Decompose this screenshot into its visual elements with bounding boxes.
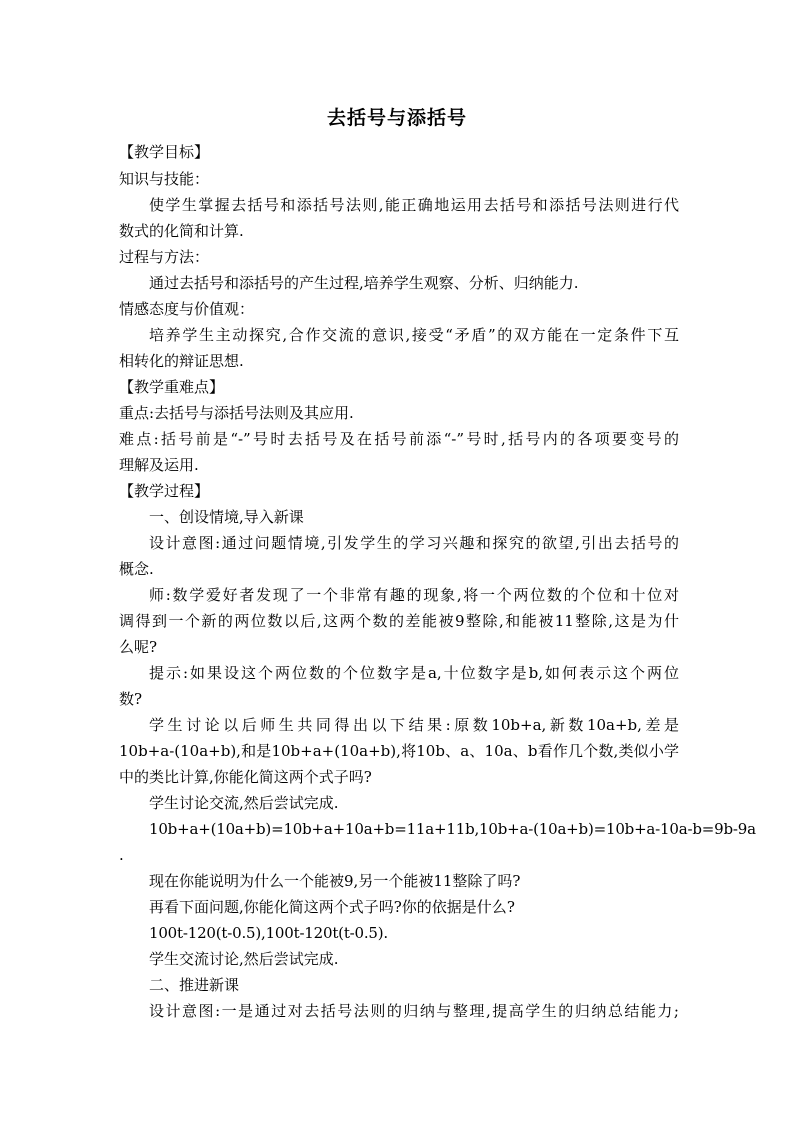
paragraph-line: 相转化的辩证思想. xyxy=(119,352,244,370)
paragraph-line: 10b+a-(10a+b),和是10b+a+(10a+b),将10b、a、10a、b看作几个数,类似小学 xyxy=(119,742,679,760)
subheading: 情感态度与价值观： xyxy=(119,300,255,318)
paragraph-line: 调得到一个新的两位数以后,这两个数的差能被9整除,和能被11整除,这是为什 xyxy=(119,612,679,630)
paragraph-line: 师:数学爱好者发现了一个非常有趣的现象,将一个两位数的个位和十位对 xyxy=(149,586,679,604)
subheading: 知识与技能： xyxy=(119,170,210,188)
formula-line: 100t-120(t-0.5),100t-120t(t-0.5). xyxy=(149,924,388,942)
paragraph-line: 学生讨论以后师生共同得出以下结果:原数10b+a,新数10a+b,差是 xyxy=(149,716,679,734)
paragraph-line: 重点:去括号与添括号法则及其应用. xyxy=(119,404,354,422)
paragraph-line: 现在你能说明为什么一个能被9,另一个能被11整除了吗? xyxy=(149,872,521,890)
paragraph-line: 设计意图:一是通过对去括号法则的归纳与整理,提高学生的归纳总结能力; xyxy=(149,1002,679,1020)
paragraph-line: 使学生掌握去括号和添括号法则,能正确地运用去括号和添括号法则进行代 xyxy=(149,196,679,214)
paragraph-line: 数? xyxy=(119,690,143,708)
paragraph-line: 学生交流讨论,然后尝试完成. xyxy=(149,950,339,968)
formula-line: 10b+a+(10a+b)=10b+a+10a+b=11a+11b,10b+a-(10a+b)=10b+a-10a-b=9b-9a xyxy=(149,820,756,838)
paragraph-line: 提示:如果设这个两位数的个位数字是a,十位数字是b,如何表示这个两位 xyxy=(149,664,679,682)
subheading: 过程与方法： xyxy=(119,248,210,266)
paragraph-line: 么呢? xyxy=(119,638,158,656)
section-heading: 【教学重难点】 xyxy=(119,378,225,396)
subheading: 二、推进新课 xyxy=(149,976,240,994)
page-title: 去括号与添括号 xyxy=(326,107,467,129)
paragraph-line: . xyxy=(119,846,124,864)
paragraph-line: 概念. xyxy=(119,560,154,578)
paragraph-line: 设计意图:通过问题情境,引发学生的学习兴趣和探究的欲望,引出去括号的 xyxy=(149,534,679,552)
paragraph-line: 再看下面问题,你能化简这两个式子吗?你的依据是什么? xyxy=(149,898,515,916)
paragraph-line: 通过去括号和添括号的产生过程,培养学生观察、分析、归纳能力. xyxy=(149,274,579,292)
section-heading: 【教学目标】 xyxy=(119,143,210,161)
paragraph-line: 数式的化简和计算. xyxy=(119,222,244,240)
paragraph-line: 培养学生主动探究,合作交流的意识,接受“矛盾”的双方能在一定条件下互 xyxy=(149,326,679,344)
paragraph-line: 难点:括号前是“-”号时去括号及在括号前添“-”号时,括号内的各项要变号的 xyxy=(119,430,679,448)
paragraph-line: 理解及运用. xyxy=(119,456,199,474)
paragraph-line: 中的类比计算,你能化简这两个式子吗? xyxy=(119,768,372,786)
section-heading: 【教学过程】 xyxy=(119,482,210,500)
subheading: 一、创设情境,导入新课 xyxy=(149,508,304,526)
paragraph-line: 学生讨论交流,然后尝试完成. xyxy=(149,794,339,812)
